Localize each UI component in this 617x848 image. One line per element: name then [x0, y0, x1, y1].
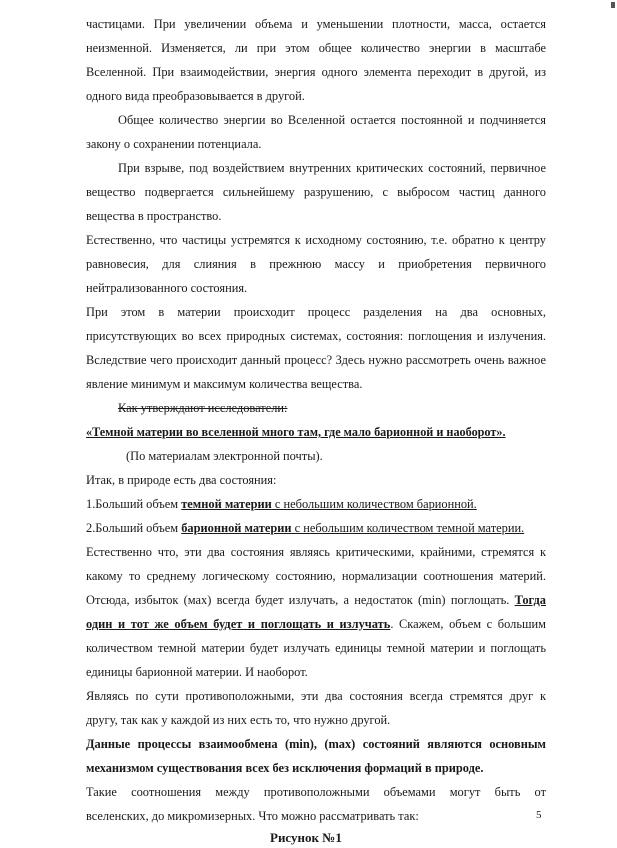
list-item [86, 520, 546, 536]
text-line: вселенских, до микромизерных. Что можно рассматривать так: [86, 809, 419, 823]
text-line: Естественно, что частицы устремятся к исходному состоянию, т.е. обратно к центру [86, 233, 546, 247]
text-line: Естественно что, эти два состояния являясь критическими, крайними, стремятся к [86, 545, 546, 559]
text-line [86, 592, 546, 608]
text-line: равновесия, для слияния в прежнюю массу и приобретения первичного [86, 257, 546, 271]
text-line: частицами. При увеличении объема и уменьшении плотности, масса, остается [86, 17, 546, 31]
text-line: вещества в пространство. [86, 209, 222, 223]
figure-caption: Рисунок №1 [270, 830, 342, 845]
text-line: вещество подвергается сильнейшему разрушению, с выбросом частиц данного [86, 185, 546, 199]
text-emphasis: один и тот же объем будет и поглощать и излучать [86, 617, 391, 631]
text-line: Являясь по сути противоположными, эти два состояния всегда стремятся друг к [86, 689, 546, 703]
list-item-emphasis: барионной материи [181, 521, 292, 535]
list-item-text: с небольшим количеством темной материи. [291, 521, 525, 535]
text-line: неизменной. Изменяется, ли при этом общее количество энергии в масштабе [86, 41, 546, 55]
text-emphasis: Тогда [514, 593, 546, 607]
text-line: Вселенной. При взаимодействии, энергия одного элемента переходит в другой, из [86, 65, 546, 79]
text-line: Итак, в природе есть два состояния: [86, 473, 277, 487]
struck-text-line: Как утверждают исследователи: [118, 401, 288, 415]
list-item-text: 2.Больший объем [86, 521, 182, 535]
bold-text-line: Данные процессы взаимообмена (min), (max) состояний являются основным [86, 737, 546, 751]
text-run: . Скажем, объем с большим [390, 617, 546, 631]
text-line: При этом в материи происходит процесс разделения на два основных, [86, 305, 546, 319]
text-line: явление минимум и максимум количества вещества. [86, 377, 363, 391]
bold-text-line: механизмом существования всех без исключения формаций в природе. [86, 761, 484, 775]
text-line: Вследствие чего происходит данный процесс? Здесь нужно рассмотреть очень важное [86, 353, 546, 367]
citation-line: (По материалам электронной почты). [126, 449, 323, 463]
list-item-text: 1.Больший объем [86, 497, 182, 511]
text-line: присутствующих во всех природных системах, состояния: поглощения и излучения. [86, 329, 546, 343]
text-line: какому то среднему логическому состоянию, нормализации соотношения материй. [86, 569, 546, 583]
scan-mark [611, 2, 615, 8]
list-item-emphasis: темной материи [181, 497, 272, 511]
paragraph-start: При взрыве, под воздействием внутренних критических состояний, первичное [118, 161, 546, 175]
list-item-text: с небольшим количеством барионной. [271, 497, 477, 511]
text-line: нейтрализованного состояния. [86, 281, 248, 295]
text-line [86, 616, 546, 632]
text-line: одного вида преобразовывается в другой. [86, 89, 305, 103]
text-line: другу, так как у каждой из них есть то, что нужно другой. [86, 713, 391, 727]
text-line: количеством темной материи будет излучать единицы темной материи и поглощать [86, 641, 546, 655]
page-number: 5 [536, 809, 542, 821]
text-run: Отсюда, избыток (мах) всегда будет излучать, а недостаток (min) поглощать. [86, 593, 515, 607]
paragraph-start: Общее количество энергии во Вселенной остается постоянной и подчиняется [118, 113, 546, 127]
text-line: Такие соотношения между противоположными объемами могут быть от [86, 785, 546, 799]
quote-line: «Темной материи во вселенной много там, где мало барионной и наоборот». [86, 425, 506, 439]
text-line: закону о сохранении потенциала. [86, 137, 262, 151]
list-item [86, 496, 546, 512]
text-line: единицы барионной материи. И наоборот. [86, 665, 308, 679]
